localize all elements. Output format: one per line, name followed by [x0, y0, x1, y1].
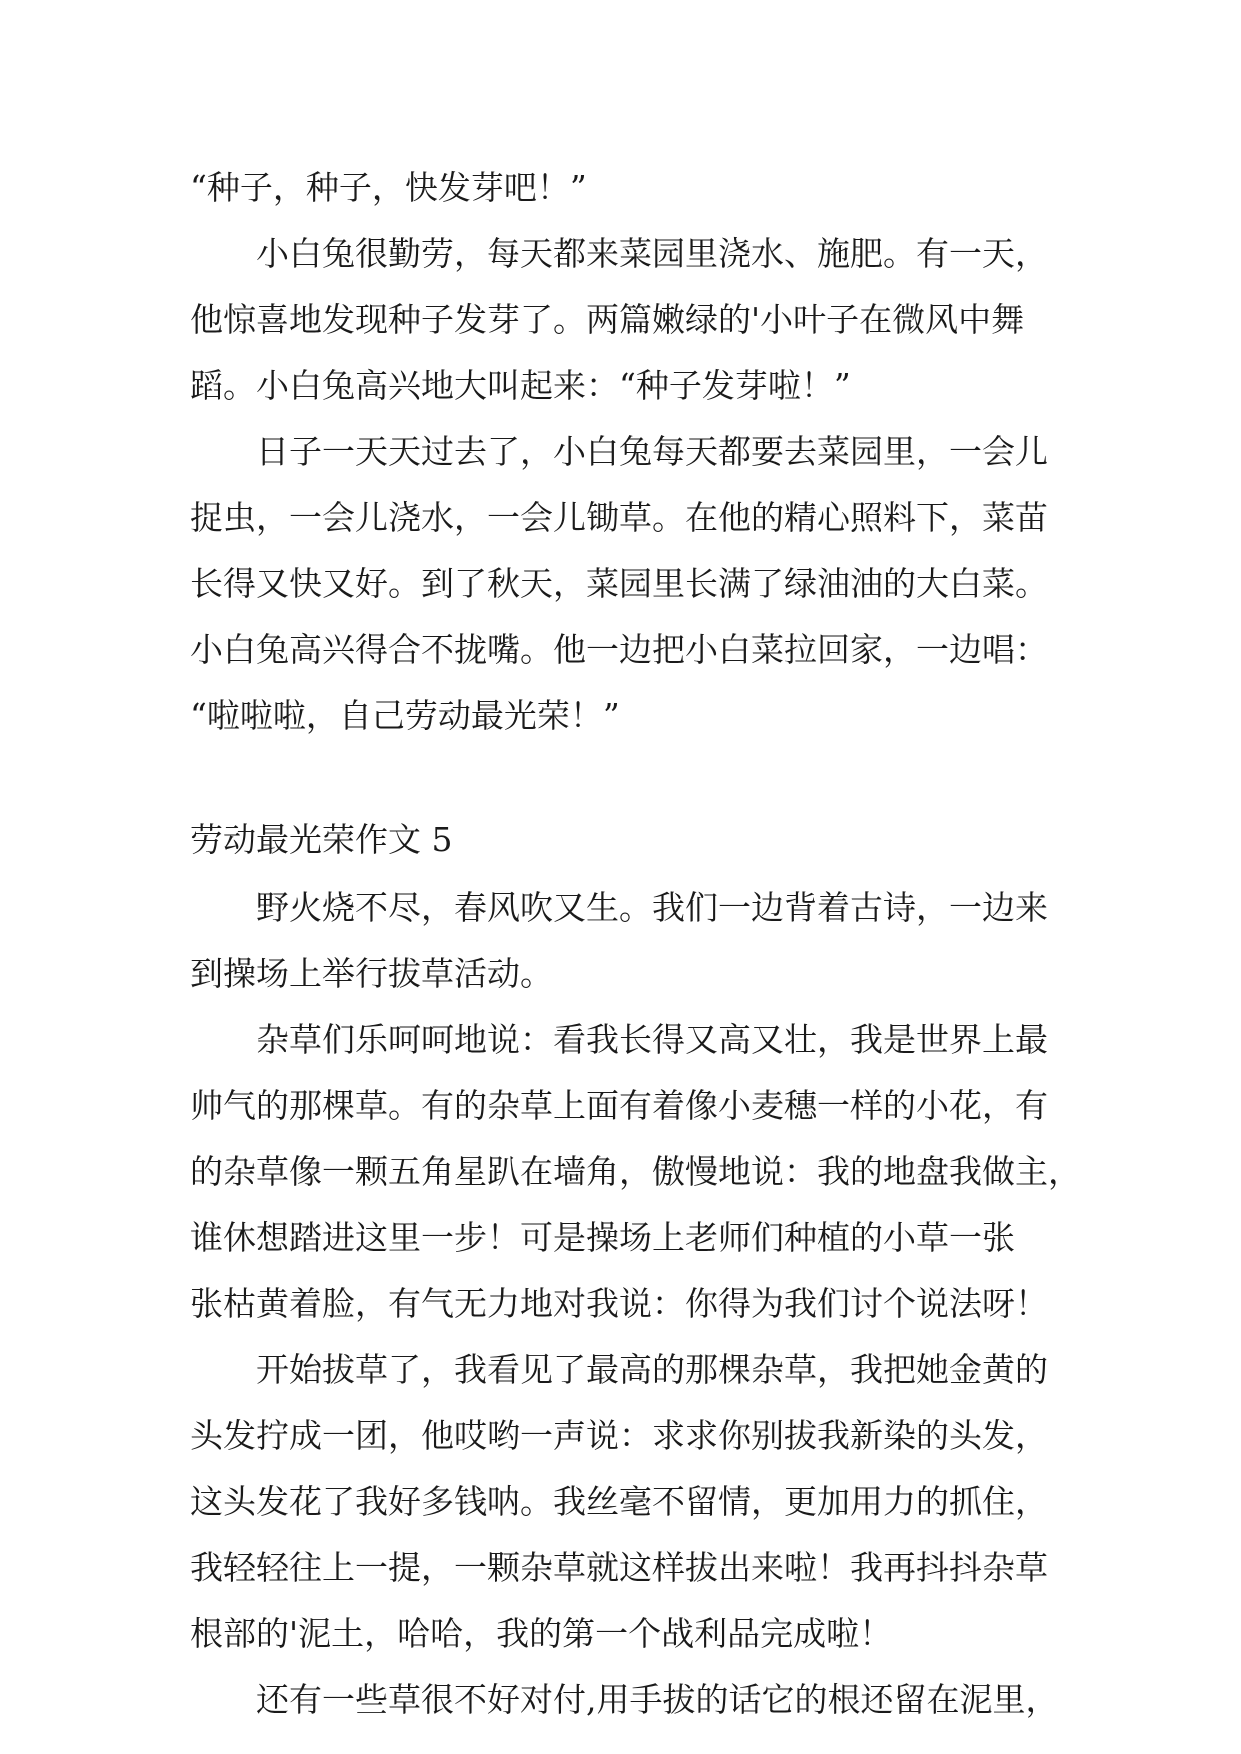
paragraph-line: 日子一天天过去了，小白兔每天都要去菜园里，一会儿	[256, 432, 1048, 471]
text-line: 我轻轻往上一提，一颗杂草就这样拔出来啦！我再抖抖杂草	[190, 1548, 1048, 1587]
text-line: 他惊喜地发现种子发芽了。两篇嫩绿的'小叶子在微风中舞	[190, 300, 1025, 339]
text-line: 张枯黄着脸，有气无力地对我说：你得为我们讨个说法呀！	[190, 1284, 1048, 1323]
section-heading: 劳动最光荣作文 5	[190, 820, 453, 859]
text-line: 谁休想踏进这里一步！可是操场上老师们种植的小草一张	[190, 1218, 1015, 1257]
text-line: 捉虫，一会儿浇水，一会儿锄草。在他的精心照料下，菜苗	[190, 498, 1048, 537]
text-line: 帅气的那棵草。有的杂草上面有着像小麦穗一样的小花，有	[190, 1086, 1048, 1125]
text-line: 小白兔高兴得合不拢嘴。他一边把小白菜拉回家，一边唱：	[190, 630, 1048, 669]
text-line: 长得又快又好。到了秋天，菜园里长满了绿油油的大白菜。	[190, 564, 1048, 603]
text-line: 这头发花了我好多钱呐。我丝毫不留情，更加用力的抓住，	[190, 1482, 1048, 1521]
paragraph-line: 还有一些草很不好对付,用手拔的话它的根还留在泥里，	[256, 1680, 1059, 1719]
text-line: “种子，种子，快发芽吧！”	[190, 168, 587, 207]
text-line: 头发拧成一团，他哎哟一声说：求求你别拔我新染的头发，	[190, 1416, 1048, 1455]
text-line: 的杂草像一颗五角星趴在墙角，傲慢地说：我的地盘我做主，	[190, 1152, 1081, 1191]
text-line: 到操场上举行拔草活动。	[190, 954, 553, 993]
paragraph-line: 杂草们乐呵呵地说：看我长得又高又壮，我是世界上最	[256, 1020, 1048, 1059]
paragraph-line: 野火烧不尽，春风吹又生。我们一边背着古诗，一边来	[256, 888, 1048, 927]
paragraph-line: 开始拔草了，我看见了最高的那棵杂草，我把她金黄的	[256, 1350, 1048, 1389]
text-line: 根部的'泥土，哈哈，我的第一个战利品完成啦！	[190, 1614, 893, 1653]
paragraph-line: 小白兔很勤劳，每天都来菜园里浇水、施肥。有一天，	[256, 234, 1048, 273]
text-line: 蹈。小白兔高兴地大叫起来：“种子发芽啦！”	[190, 366, 851, 405]
text-line: “啦啦啦，自己劳动最光荣！”	[190, 696, 620, 735]
